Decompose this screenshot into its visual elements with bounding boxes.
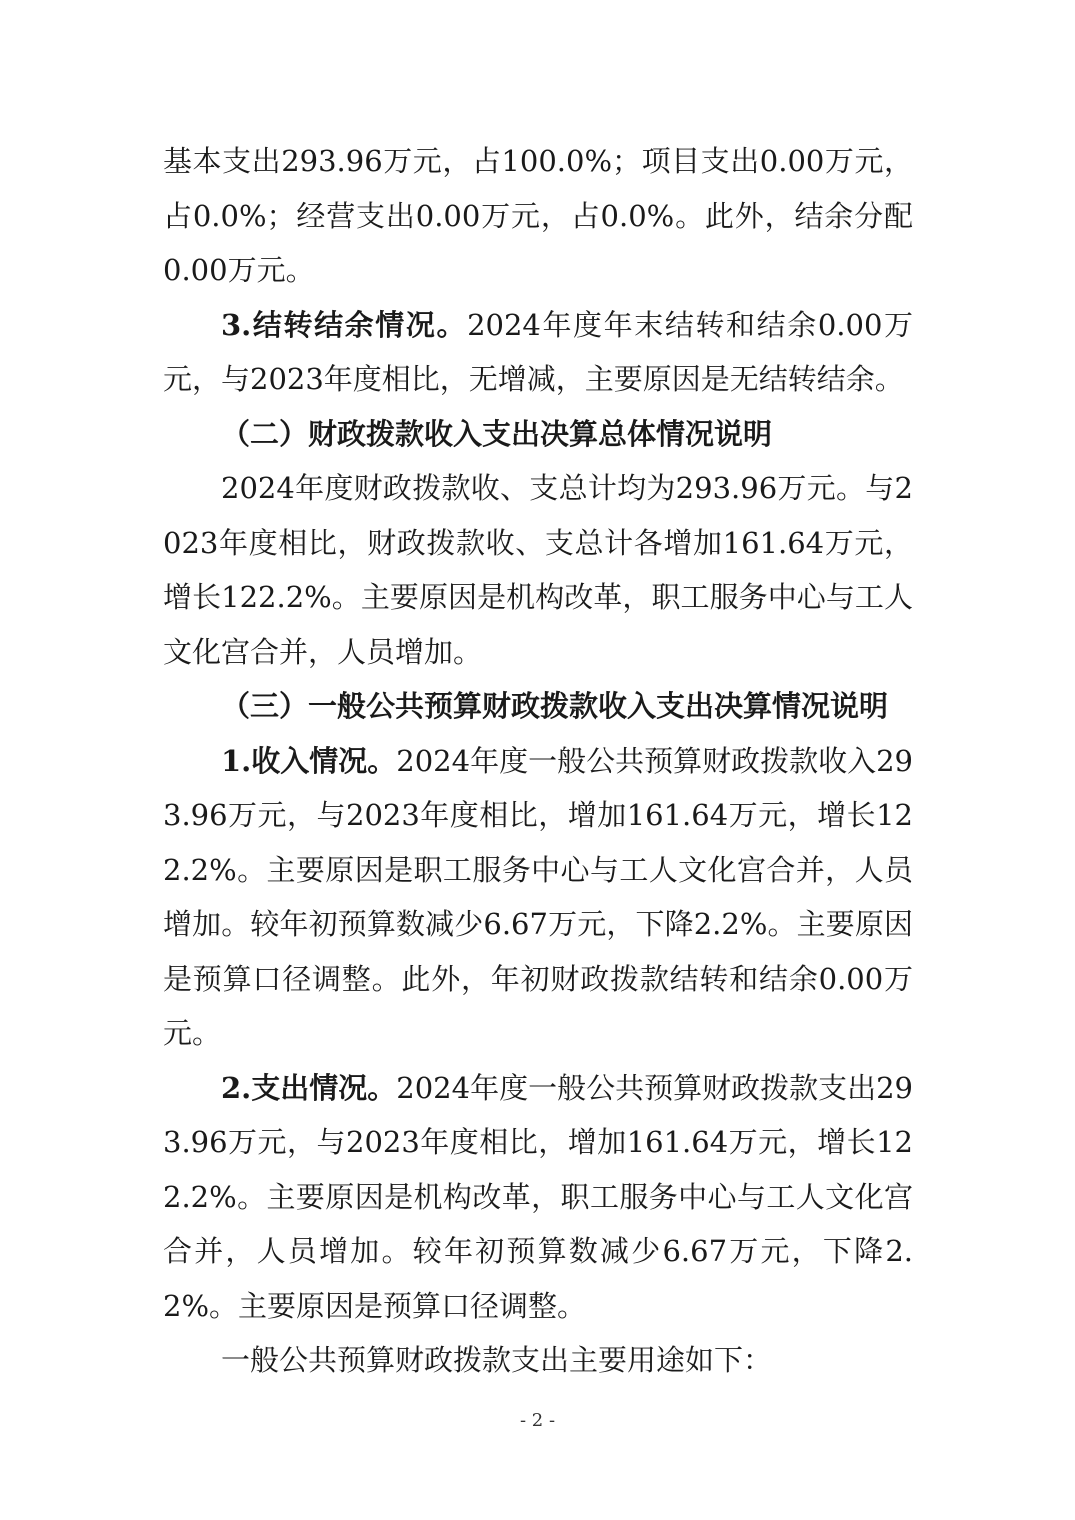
paragraph-expenditure	[163, 1061, 913, 1334]
section-lead-income: 1.收入情况。	[221, 743, 397, 778]
section-heading-fiscal-overall: （二）财政拨款收入支出决算总体情况说明	[221, 416, 773, 451]
section-lead-expenditure: 2.支出情况。	[221, 1070, 397, 1105]
paragraph-main-uses	[163, 1333, 913, 1388]
paragraph-income	[163, 734, 913, 1061]
section-lead-carryover: 3.结转结余情况。	[221, 307, 468, 342]
paragraph-fiscal-overall	[163, 461, 913, 679]
paragraph-text: 基本支出293.96万元，占100.0%；项目支出0.00万元，占0.0%；经营支出0.00万元，占0.0%。此外，结余分配0.00万元。	[163, 144, 913, 287]
paragraph-text: 2024年度财政拨款收、支总计均为293.96万元。与2023年度相比，财政拨款收、支总计各增加161.64万元，增长122.2%。主要原因是机构改革，职工服务中心与工人文化宫合并，人员增加。	[163, 471, 913, 669]
document-page	[163, 134, 913, 1388]
paragraph-text: 2024年度一般公共预算财政拨款支出293.96万元，与2023年度相比，增加161.64万元，增长122.2%。主要原因是机构改革，职工服务中心与工人文化宫合并，人员增加。较年初预算数减少6.67万元，下降2.2%。主要原因是预算口径调整。	[163, 1070, 913, 1323]
paragraph-text: 一般公共预算财政拨款支出主要用途如下：	[221, 1343, 773, 1377]
page-number: - 2 -	[519, 1410, 556, 1431]
section-heading-general-budget: （三）一般公共预算财政拨款收入支出决算情况说明	[221, 689, 889, 723]
paragraph-carryover-balance	[163, 298, 913, 407]
paragraph-text: 2024年度一般公共预算财政拨款收入293.96万元，与2023年度相比，增加161.64万元，增长122.2%。主要原因是职工服务中心与工人文化宫合并，人员增加。较年初预算数减少6.67万元，下降2.2%。主要原因是预算口径调整。此外，年初财政拨款结转和结余0.00万元。	[163, 743, 913, 1050]
paragraph-basic-expenditure	[163, 134, 913, 298]
paragraph-text: 2024年度年末结转和结余0.00万元，与2023年度相比，无增减，主要原因是无结转结余。	[163, 307, 914, 396]
